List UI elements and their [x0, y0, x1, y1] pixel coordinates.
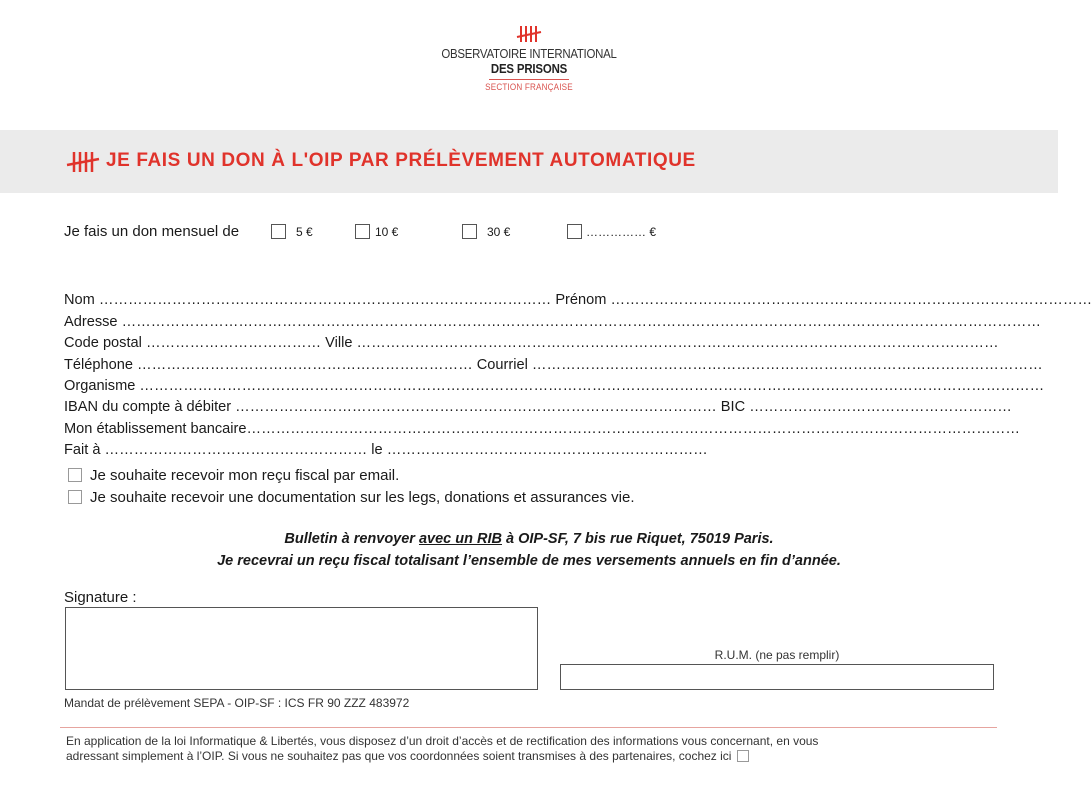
preference-options: [68, 464, 768, 508]
amount-10-label: 10 €: [375, 225, 399, 239]
divider: [60, 727, 997, 728]
option-label: Je souhaite recevoir une documentation sur les legs, donations et assurances vie.: [90, 488, 635, 506]
amount-other-checkbox[interactable]: [567, 224, 582, 239]
option-label: Je souhaite recevoir mon reçu fiscal par email.: [90, 466, 400, 484]
field-name[interactable]: Nom ………………………………………………………………………………… Prénom ………………………………………………………………………………………: [64, 292, 1092, 309]
logo-org-name: OBSERVATOIRE INTERNATIONAL: [441, 46, 617, 61]
donor-fields: [64, 287, 1092, 459]
donation-label: Je fais un don mensuel de: [64, 223, 240, 240]
donation-amount-row: [64, 223, 764, 243]
field-address[interactable]: Adresse ………………………………………………………………………………………………………………………………………………………………………: [64, 313, 1041, 330]
tally-marks-icon: [516, 24, 542, 44]
amount-5-checkbox[interactable]: [271, 224, 286, 239]
logo-divider: [489, 79, 569, 80]
checkbox[interactable]: [68, 490, 82, 504]
privacy-line-1: En application de la loi Informatique & Libertés, vous disposez d’un droit d’accès et de rectification des informations vous concernant, en vous: [66, 734, 819, 748]
page-title: JE FAIS UN DON À L'OIP PAR PRÉLÈVEMENT AUTOMATIQUE: [106, 150, 696, 171]
checkbox[interactable]: [68, 468, 82, 482]
privacy-line-2: adressant simplement à l’OIP. Si vous ne souhaitez pas que vos coordonnées soient transmises à des partenaires, cochez ici: [66, 749, 966, 764]
field-iban-bic[interactable]: IBAN du compte à débiter ……………………………………………………………………………………… BIC ………………………………………………: [64, 399, 1012, 416]
rum-box: [560, 664, 994, 690]
field-phone-email[interactable]: Téléphone …………………………………………………………… Courriel ……………………………………………………………………………………………: [64, 356, 1043, 373]
notice-line-2: Je recevrai un reçu fiscal totalisant l’ensemble de mes versements annuels en fin d’année.: [217, 553, 841, 569]
opt-out-checkbox[interactable]: [737, 750, 749, 762]
sepa-mandate-text: Mandat de prélèvement SEPA - OIP-SF : ICS FR 90 ZZZ 483972: [64, 696, 410, 710]
field-bank[interactable]: Mon établissement bancaire……………………………………………………………………………………………………………………………………………: [64, 420, 1020, 437]
logo-section: SECTION FRANÇAISE: [485, 82, 573, 92]
amount-30-label: 30 €: [487, 225, 511, 239]
field-place-date[interactable]: Fait à ……………………………………………… le …………………………………………………………: [64, 442, 708, 459]
option-tax-receipt-email[interactable]: [68, 464, 768, 486]
notice-line-1: Bulletin à renvoyer avec un RIB à OIP-SF, 7 bis rue Riquet, 75019 Paris.: [284, 531, 774, 547]
option-legacy-documentation[interactable]: [68, 486, 768, 508]
title-banner: [0, 130, 1058, 193]
amount-other-field[interactable]: …………… €: [586, 225, 657, 239]
return-notice: [0, 528, 1058, 572]
tally-marks-icon: [66, 150, 100, 174]
rum-label: R.U.M. (ne pas remplir): [714, 648, 840, 662]
amount-10-checkbox[interactable]: [355, 224, 370, 239]
signature-label: Signature :: [64, 589, 137, 606]
signature-box[interactable]: [65, 607, 538, 690]
field-postcode-city[interactable]: Code postal ……………………………… Ville ……………………………………………………………………………………………………………………: [64, 335, 999, 352]
privacy-notice: [66, 734, 966, 764]
amount-5-label: 5 €: [296, 225, 313, 239]
logo-org-name-bold: DES PRISONS: [490, 61, 568, 76]
field-organisation[interactable]: Organisme ……………………………………………………………………………………………………………………………………………………………………: [64, 377, 1045, 394]
amount-30-checkbox[interactable]: [462, 224, 477, 239]
oip-logo: [0, 24, 1058, 92]
